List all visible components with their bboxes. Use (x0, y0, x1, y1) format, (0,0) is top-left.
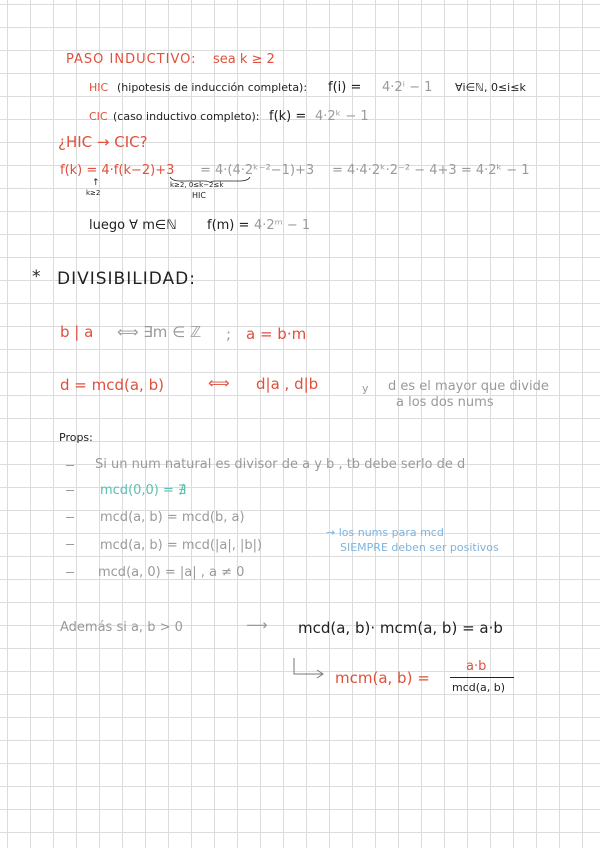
hic-description: (hipotesis de inducción completa): (117, 81, 308, 94)
fraction-bar (450, 677, 514, 678)
bullet-5 (66, 572, 74, 573)
d-note-line2: a los dos nums (396, 395, 494, 410)
iff-exists-m: ⟺ ∃m ∈ ℤ (117, 323, 202, 341)
hic-implies-cic-question: ¿HIC → CIC? (58, 133, 148, 151)
underbrace-icon (170, 177, 250, 183)
sea-k-note: sea k ≥ 2 (213, 52, 275, 67)
step-rhs: = 4·4·2ᵏ·2⁻² − 4+3 = 4·2ᵏ − 1 (332, 163, 530, 178)
mcm-lhs: mcm(a, b) = (335, 669, 430, 687)
luego-text: luego ∀ m∈ℕ (89, 218, 177, 233)
prop-item-1: Si un num natural es divisor de a y b , tb debe serlo de d (95, 457, 466, 472)
section-title-paso-inductivo: PASO INDUCTIVO: (66, 52, 197, 67)
mcd-mcm-product: mcd(a, b)· mcm(a, b) = a·b (298, 619, 503, 637)
bullet-3 (66, 517, 74, 518)
prop-item-5: mcd(a, 0) = |a| , a ≠ 0 (98, 565, 245, 580)
bullet-2 (66, 490, 74, 491)
prop-item-3: mcd(a, b) = mcd(b, a) (100, 510, 245, 525)
props-label: Props: (59, 431, 93, 444)
hic-formula: 4·2ⁱ − 1 (382, 80, 433, 95)
section-title-divisibilidad: DIVISIBILIDAD: (57, 269, 196, 289)
bullet-1 (66, 465, 74, 466)
luego-formula: 4·2ᵐ − 1 (254, 218, 311, 233)
bullet-4 (66, 544, 74, 545)
cic-description: (caso inductivo completo): (113, 110, 260, 123)
positive-note-line2: SIEMPRE deben ser positivos (340, 541, 499, 554)
note-k: k≥2 (86, 189, 101, 197)
up-arrow-icon: ↑ (92, 178, 100, 188)
star-icon: * (32, 267, 41, 287)
right-arrow-icon: ⟶ (246, 616, 268, 634)
hic-range: ∀i∈ℕ, 0≤i≤k (455, 81, 526, 94)
a-equals-bm: a = b·m (246, 325, 307, 343)
semicolon: ; (226, 325, 232, 343)
note-range: k≥2, 0≤k−2≤k (170, 181, 224, 189)
cic-formula: 4·2ᵏ − 1 (315, 109, 369, 124)
prop-item-2: mcd(0,0) = ∄ (100, 483, 187, 498)
b-divides-a: b | a (60, 323, 94, 341)
d-note-line1: d es el mayor que divide (388, 379, 549, 394)
ademas-text: Además si a, b > 0 (60, 620, 183, 635)
positive-note-line1: → los nums para mcd (326, 526, 444, 539)
d-divides-a-b: d|a , d|b (256, 375, 319, 393)
step-middle: = 4·(4·2ᵏ⁻²−1)+3 (200, 163, 315, 178)
hic-f: f(i) = (328, 80, 362, 95)
cic-abbr: CIC (89, 110, 108, 123)
d-equals-mcd: d = mcd(a, b) (60, 376, 164, 394)
iff-arrow: ⟺ (208, 374, 230, 392)
cic-f: f(k) = (269, 109, 307, 124)
corner-arrow-icon (292, 658, 326, 680)
fraction-denominator: mcd(a, b) (452, 681, 506, 694)
prop-item-4: mcd(a, b) = mcd(|a|, |b|) (100, 538, 263, 553)
luego-f: f(m) = (207, 218, 250, 233)
step-lhs: f(k) = 4·f(k−2)+3 (60, 163, 175, 178)
hic-abbr: HIC (89, 81, 109, 94)
note-hic: HIC (192, 191, 206, 200)
fraction-numerator: a·b (466, 659, 487, 674)
y-connector: y (362, 382, 369, 395)
